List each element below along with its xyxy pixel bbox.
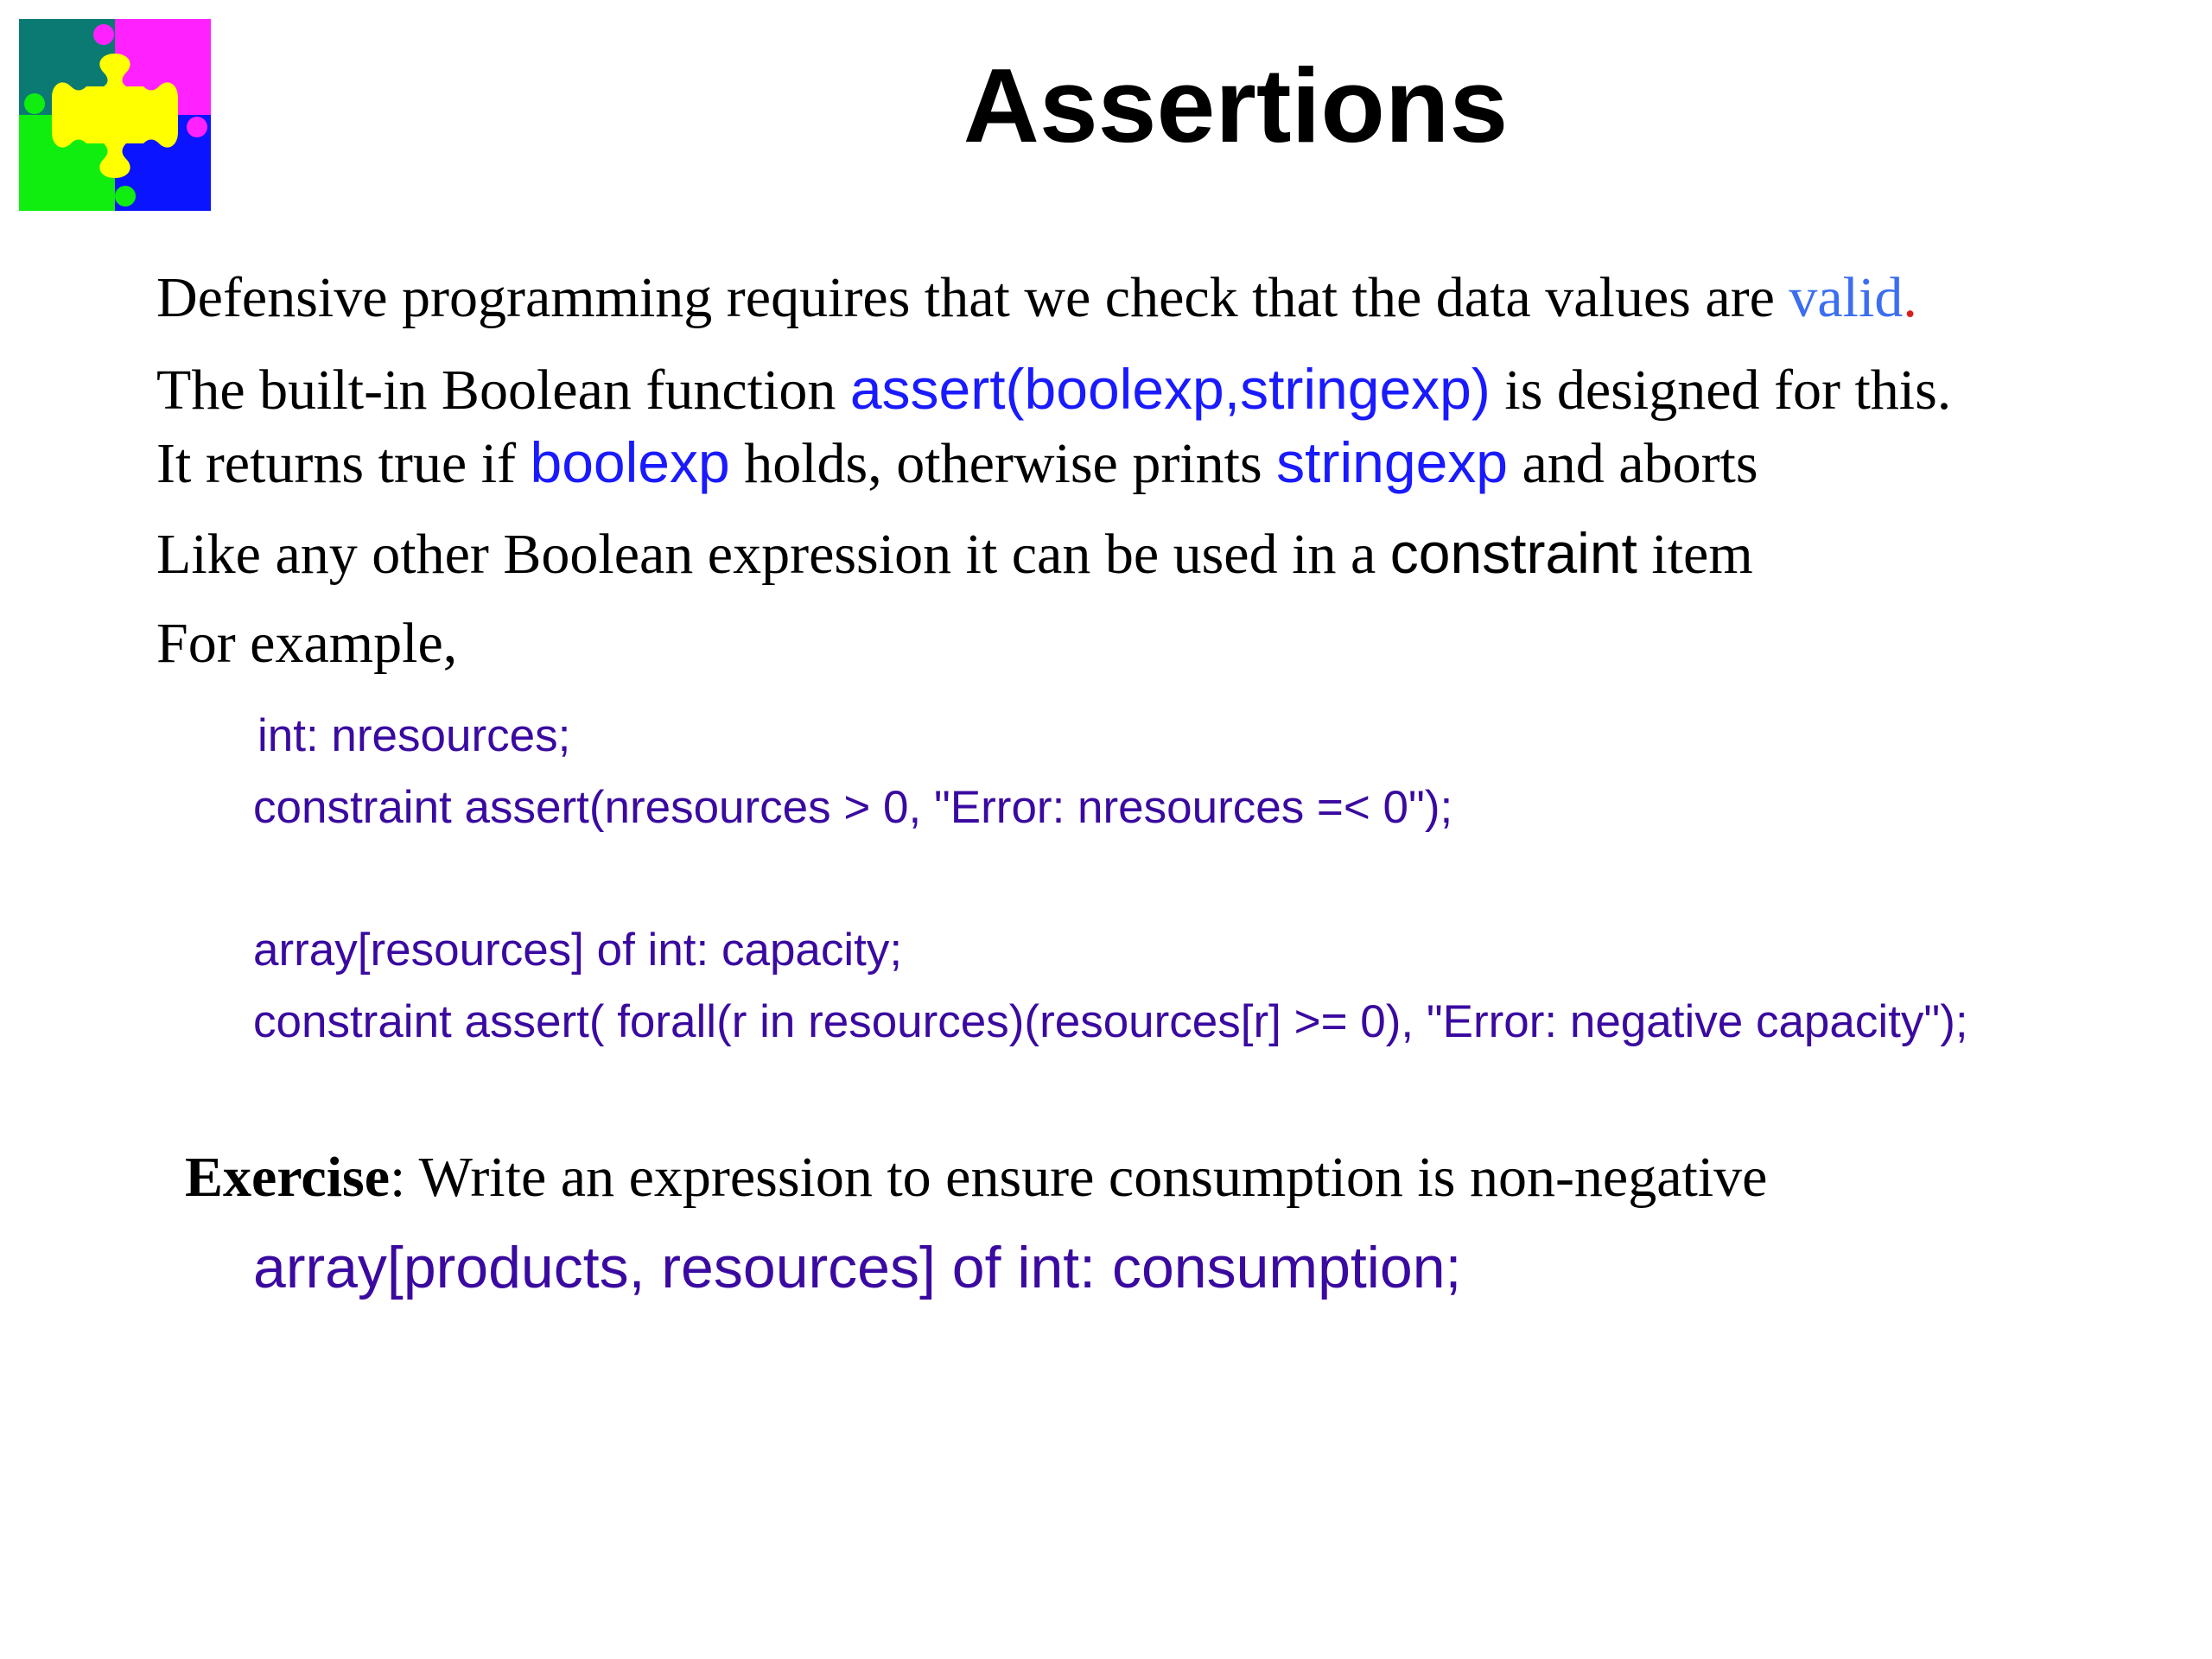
- code-line-assert-nresources: constraint assert(nresources > 0, "Error: nresources =< 0");: [253, 782, 1453, 833]
- paragraph-for-example: For example,: [156, 612, 458, 675]
- paragraph-assert-function: [156, 354, 1951, 425]
- paragraph-returns-true: [156, 428, 1758, 499]
- exercise-code: array[products, resources] of int: consumption;: [253, 1235, 1462, 1300]
- slide-title: Assertions: [963, 47, 1509, 164]
- line3-start: It returns true if: [156, 432, 531, 495]
- code-line-int-nresources: int: nresources;: [257, 710, 571, 761]
- stringexp-term: stringexp: [1276, 430, 1508, 494]
- line1-text: Defensive programming requires that we check that the data values are: [156, 266, 1789, 329]
- valid-word: valid: [1789, 266, 1904, 329]
- paragraph-defensive-programming: [156, 264, 1917, 333]
- code-line-array-capacity: array[resources] of int: capacity;: [253, 925, 903, 976]
- line4-start: Like any other Boolean expression it can be used in a: [156, 523, 1390, 586]
- line3-end: and aborts: [1507, 432, 1758, 495]
- paragraph-constraint-item: [156, 518, 1753, 589]
- constraint-keyword: constraint: [1389, 521, 1637, 585]
- line2-end: is designed for this.: [1490, 359, 1952, 422]
- exercise-paragraph: [185, 1143, 1767, 1212]
- valid-period: .: [1903, 266, 1917, 329]
- code-line-assert-capacity: constraint assert( forall(r in resources)(resources[r] >= 0), "Error: negative capacity");: [253, 996, 1968, 1047]
- exercise-label: Exercise: [185, 1146, 391, 1209]
- exercise-text: : Write an expression to ensure consumption is non-negative: [390, 1146, 1768, 1209]
- boolexp-term: boolexp: [530, 430, 730, 494]
- line4-end: item: [1637, 523, 1753, 586]
- assert-signature: assert(boolexp,stringexp): [849, 357, 1491, 421]
- line3-mid: holds, otherwise prints: [729, 432, 1277, 495]
- line2-start: The built-in Boolean function: [156, 359, 850, 422]
